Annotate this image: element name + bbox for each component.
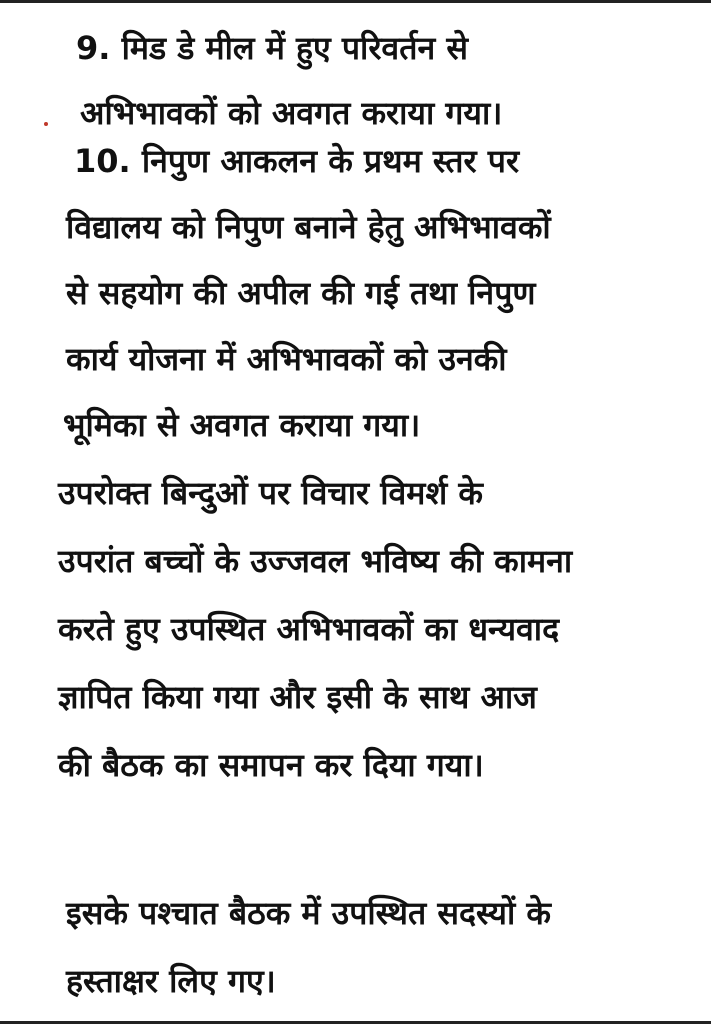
text-line-14: हस्ताक्षर लिए गए।	[66, 962, 276, 1000]
text-line-6: कार्य योजना में अभिभावकों को उनकी	[66, 340, 507, 378]
text-line-7: भूमिका से अवगत कराया गया।	[63, 406, 421, 444]
text-line-4: विद्यालय को निपुण बनाने हेतु अभिभावकों	[66, 208, 551, 246]
text-line-3: 10. निपुण आकलन के प्रथम स्तर पर	[74, 142, 520, 180]
text-line-10: करते हुए उपस्थित अभिभावकों का धन्यवाद	[58, 610, 560, 648]
text-line-9: उपरांत बच्चों के उज्जवल भविष्य की कामना	[58, 542, 573, 580]
text-line-12: की बैठक का समापन कर दिया गया।	[58, 746, 484, 784]
text-line-11: ज्ञापित किया गया और इसी के साथ आज	[58, 678, 537, 716]
text-line-8: उपरोक्त बिन्दुओं पर विचार विमर्श के	[58, 474, 483, 512]
text-line-2: अभिभावकों को अवगत कराया गया।	[80, 94, 503, 132]
text-line-13: इसके पश्चात बैठक में उपस्थित सदस्यों के	[66, 894, 551, 932]
stray-mark	[44, 122, 48, 126]
text-line-5: से सहयोग की अपील की गई तथा निपुण	[66, 274, 536, 312]
text-line-1: 9. मिड डे मील में हुए परिवर्तन से	[76, 29, 468, 67]
